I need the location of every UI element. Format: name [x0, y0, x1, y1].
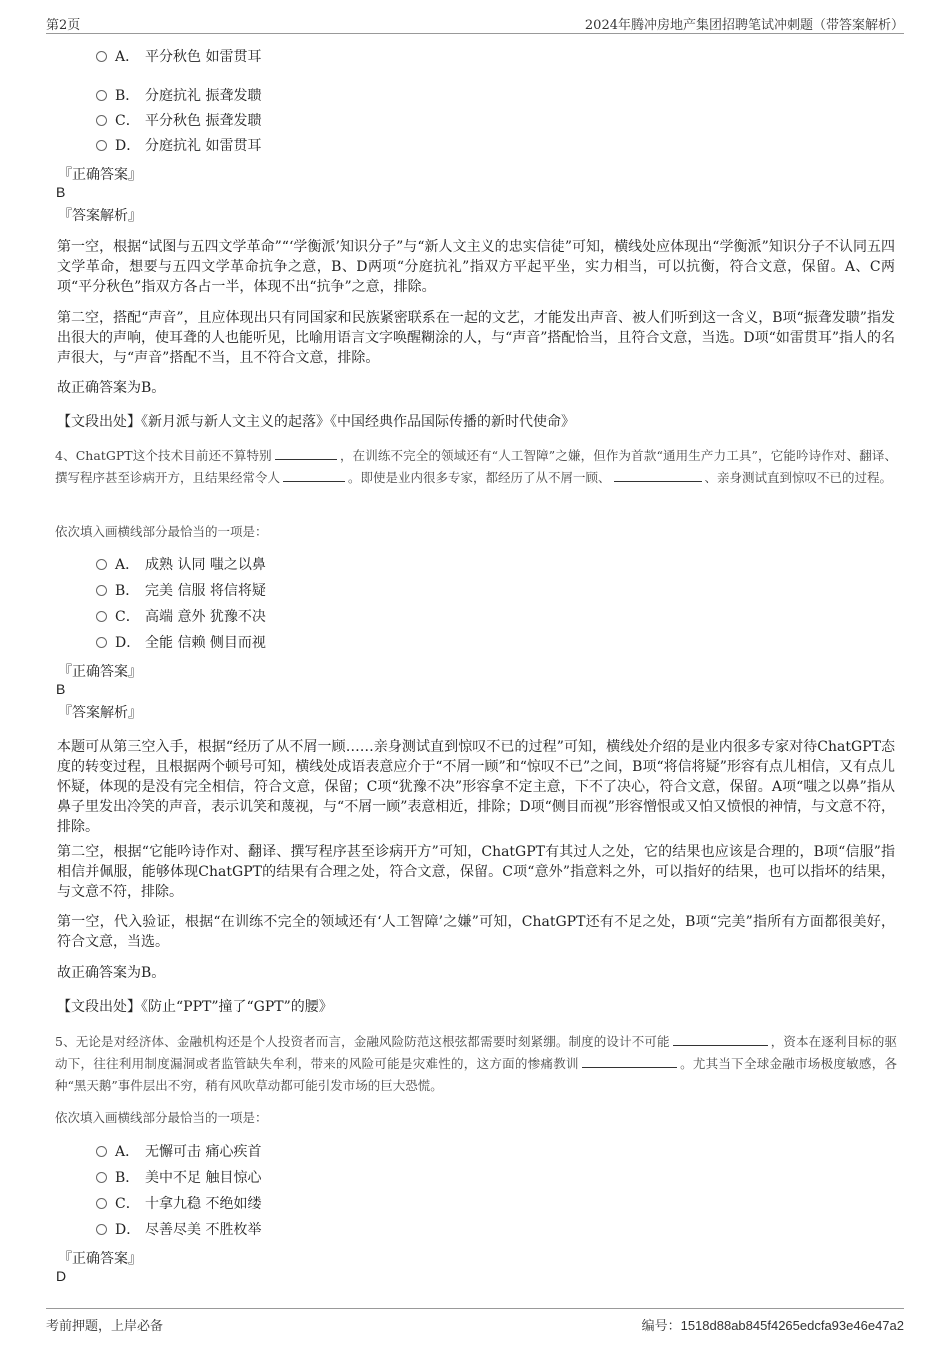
- q4-analysis-tag: 『答案解析』: [58, 705, 142, 721]
- page-number: 第2页: [46, 18, 81, 33]
- radio-icon[interactable]: [96, 140, 107, 151]
- option-text: 无懈可击 痛心疾首: [145, 1144, 262, 1160]
- q3-option-c[interactable]: [96, 111, 261, 131]
- radio-icon[interactable]: [96, 611, 107, 622]
- q3-answer-tag: 『正确答案』: [58, 167, 142, 183]
- option-letter: C．: [115, 609, 140, 625]
- option-letter: A．: [115, 557, 140, 573]
- q4-answer: B: [56, 681, 66, 697]
- radio-icon[interactable]: [96, 1172, 107, 1183]
- q4-option-d[interactable]: [96, 633, 266, 653]
- q4-conclusion: 故正确答案为B。: [57, 965, 166, 981]
- q3-answer: B: [56, 184, 66, 200]
- blank-3: [614, 469, 702, 482]
- document-title: 2024年腾冲房地产集团招聘笔试冲刺题（带答案解析）: [584, 18, 904, 33]
- q3-conclusion: 故正确答案为B。: [57, 380, 166, 396]
- radio-icon[interactable]: [96, 559, 107, 570]
- radio-icon[interactable]: [96, 1146, 107, 1157]
- q3-analysis-tag: 『答案解析』: [58, 208, 142, 224]
- q5-answer: D: [56, 1268, 67, 1284]
- footer-slogan: 考前押题，上岸必备: [46, 1319, 164, 1334]
- option-letter: C．: [115, 113, 140, 129]
- option-text: 高端 意外 犹豫不决: [145, 609, 266, 625]
- blank-1: [673, 1033, 768, 1046]
- radio-icon[interactable]: [96, 1198, 107, 1209]
- option-text: 完美 信服 将信将疑: [145, 583, 266, 599]
- q3-option-d[interactable]: [96, 136, 261, 156]
- radio-icon[interactable]: [96, 51, 107, 62]
- option-text: 十拿九稳 不绝如缕: [145, 1196, 262, 1212]
- header-divider: [46, 33, 904, 34]
- radio-icon[interactable]: [96, 1224, 107, 1235]
- q5-option-a[interactable]: [96, 1142, 261, 1162]
- q5-answer-tag: 『正确答案』: [58, 1251, 142, 1267]
- q5-option-d[interactable]: [96, 1220, 261, 1240]
- q5-option-b[interactable]: [96, 1168, 261, 1188]
- option-letter: D．: [115, 635, 141, 651]
- q3-analysis-para-1: 第一空，根据“试图与五四文学革命”“‘学衡派’知识分子”与“新人文主义的忠实信徒”可知，横线处应体现出“学衡派”知识分子不认同五四文学革命，想要与五四文学革命抗争之意，B、D两项“分庭抗礼”指双方平起平坐，实力相当，可以抗衡，符合文意，保留。A、C两项“平分秋色”指双方各占一半，体现不出“抗争”之意，排除。: [57, 239, 895, 295]
- document-id: 编号：1518d88ab845f4265edcfa93e46e47a2: [641, 1318, 904, 1333]
- q5-question: 5、无论是对经济体、金融机构还是个人投资者而言，金融风险防范这根弦都需要时刻紧绷。制度的设计不可能 ，资本在逐利目标的驱动下，往往利用制度漏洞或者监管缺失牟利，带来的风险可能是灾难性的，这方面的惨痛教训 。尤其当下全球金融市场极度敏感，各种“黑天鹅”事件层出不穷，稍有风吹草动都可能引发市场的巨大恐慌。: [55, 1034, 897, 1093]
- option-text: 美中不足 触目惊心: [145, 1170, 262, 1186]
- option-text: 成熟 认同 嗤之以鼻: [145, 557, 266, 573]
- option-text: 平分秋色 如雷贯耳: [145, 49, 262, 65]
- q4-source: 【文段出处】《防止“PPT”撞了“GPT”的腰》: [57, 999, 333, 1015]
- q3-analysis-para-2: 第二空，搭配“声音”，且应体现出只有同国家和民族紧密联系在一起的文艺，才能发出声音、被人们听到这一含义，B项“振聋发聩”指发出很大的声响，使耳聋的人也能听见，比喻用语言文字唤醒糊涂的人，与“声音”搭配恰当，且符合文意，当选。D项“如雷贯耳”指人的名声很大，与“声音”搭配不当，且不符合文意，排除。: [57, 310, 895, 366]
- option-letter: C．: [115, 1196, 140, 1212]
- blank-2: [582, 1055, 677, 1068]
- q5-prompt: 依次填入画横线部分最恰当的一项是：: [55, 1110, 268, 1125]
- q4-analysis-para-1: 本题可从第三空入手，根据“经历了从不屑一顾……亲身测试直到惊叹不已的过程”可知，横线处介绍的是业内很多专家对待ChatGPT态度的转变过程，且根据两个顿号可知，横线处成语表意应介于“不屑一顾”和“惊叹不已”之间，B项“将信将疑”形容有点儿相信，又有点儿怀疑，体现的是没有完全相信，符合文意，保留；C项“犹豫不决”形容拿不定主意，下不了决心，符合文意，保留。A项“嗤之以鼻”指从鼻子里发出冷笑的声音，表示讥笑和蔑视，与“不屑一顾”表意相近，排除；D项“侧目而视”形容憎恨或又怕又愤恨的神情，与文意不符，排除。: [57, 739, 895, 835]
- q4-option-b[interactable]: [96, 581, 266, 601]
- option-letter: B．: [115, 583, 140, 599]
- option-text: 尽善尽美 不胜枚举: [145, 1222, 262, 1238]
- option-letter: D．: [115, 138, 141, 154]
- footer-divider: [46, 1308, 904, 1309]
- option-text: 全能 信赖 侧目而视: [145, 635, 266, 651]
- q3-source: 【文段出处】《新月派与新人文主义的起落》《中国经典作品国际传播的新时代使命》: [57, 414, 575, 430]
- option-letter: B．: [115, 1170, 140, 1186]
- q3-option-b[interactable]: [96, 86, 261, 106]
- option-letter: D．: [115, 1222, 141, 1238]
- option-letter: B．: [115, 88, 140, 104]
- radio-icon[interactable]: [96, 90, 107, 101]
- blank-2: [283, 469, 345, 482]
- option-text: 平分秋色 振聋发聩: [145, 113, 262, 129]
- blank-1: [275, 447, 337, 460]
- option-text: 分庭抗礼 如雷贯耳: [145, 138, 262, 154]
- radio-icon[interactable]: [96, 585, 107, 596]
- radio-icon[interactable]: [96, 637, 107, 648]
- q5-option-c[interactable]: [96, 1194, 261, 1214]
- q4-analysis-para-3: 第一空，代入验证，根据“在训练不完全的领域还有‘人工智障’之嫌”可知，ChatGPT还有不足之处，B项“完美”指所有方面都很美好，符合文意，当选。: [57, 914, 895, 950]
- q4-question: 4、ChatGPT这个技术目前还不算特别 ，在训练不完全的领域还有“人工智障”之嫌，但作为首款“通用生产力工具”，它能吟诗作对、翻译、撰写程序甚至诊病开方，且结果经常令人 。即使是业内很多专家，都经历了从不屑一顾、 、亲身测试直到惊叹不已的过程。: [55, 448, 897, 485]
- option-letter: A．: [115, 49, 140, 65]
- q4-prompt: 依次填入画横线部分最恰当的一项是：: [55, 524, 268, 539]
- q3-option-a[interactable]: [96, 47, 261, 67]
- q4-option-a[interactable]: [96, 555, 266, 575]
- option-text: 分庭抗礼 振聋发聩: [145, 88, 262, 104]
- q4-analysis-para-2: 第二空，根据“它能吟诗作对、翻译、撰写程序甚至诊病开方”可知，ChatGPT有其过人之处，它的结果也应该是合理的，B项“信服”指相信并佩服，能够体现ChatGPT的结果有合理之处，符合文意，保留。C项“意外”指意料之外，可以指好的结果，也可以指坏的结果，与文意不符，排除。: [57, 844, 895, 900]
- radio-icon[interactable]: [96, 115, 107, 126]
- q4-option-c[interactable]: [96, 607, 266, 627]
- option-letter: A．: [115, 1144, 140, 1160]
- q4-answer-tag: 『正确答案』: [58, 664, 142, 680]
